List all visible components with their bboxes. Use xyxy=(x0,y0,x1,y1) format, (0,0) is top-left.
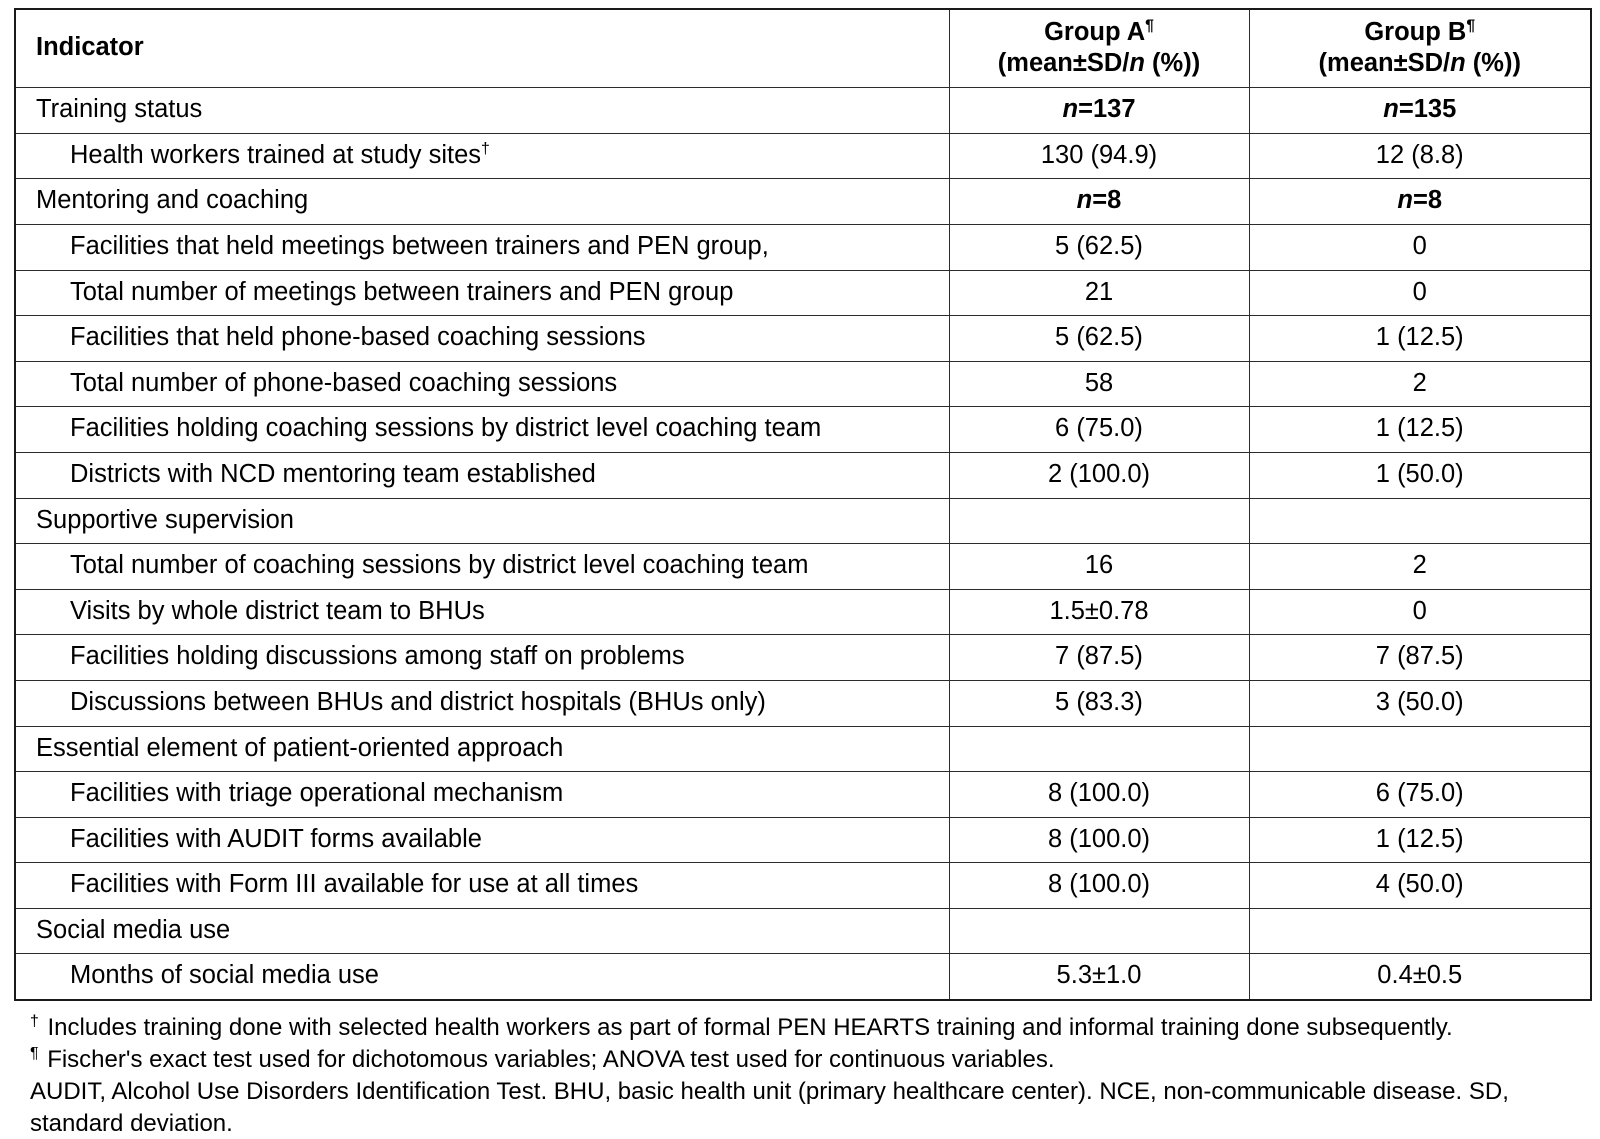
row-indicator-label: Total number of meetings between trainers and PEN group xyxy=(15,270,949,316)
cell-group-a: 5 (62.5) xyxy=(949,316,1249,362)
italic-n: n xyxy=(1397,186,1413,215)
cell-group-b: n=135 xyxy=(1249,88,1591,134)
cell-group-a: 16 xyxy=(949,544,1249,590)
cell-group-a: 7 (87.5) xyxy=(949,635,1249,681)
cell-group-a: 5 (62.5) xyxy=(949,224,1249,270)
table-row xyxy=(15,224,1591,270)
row-indicator-label: Facilities with AUDIT forms available xyxy=(15,817,949,863)
footnote-text: Fischer's exact test used for dichotomous variables; ANOVA test used for continuous variables. xyxy=(47,1046,1055,1074)
footnote xyxy=(30,1076,1578,1138)
group-b-footnote-marker: ¶ xyxy=(1466,17,1476,35)
table-row xyxy=(15,179,1591,225)
cell-group-b: n=8 xyxy=(1249,179,1591,225)
cell-group-b: 3 (50.0) xyxy=(1249,680,1591,726)
cell-group-a xyxy=(949,498,1249,544)
row-indicator-label: Facilities with Form III available for use at all times xyxy=(15,863,949,909)
cell-group-a: n=137 xyxy=(949,88,1249,134)
table-row xyxy=(15,772,1591,818)
cell-group-b: 6 (75.0) xyxy=(1249,772,1591,818)
row-indicator-label: Total number of coaching sessions by district level coaching team xyxy=(15,544,949,590)
cell-group-b: 2 xyxy=(1249,361,1591,407)
footnote xyxy=(30,1044,1578,1075)
table-row xyxy=(15,88,1591,134)
column-header-group-b xyxy=(1249,9,1591,88)
table-row xyxy=(15,908,1591,954)
footnote-text: AUDIT, Alcohol Use Disorders Identification Test. BHU, basic health unit (primary healthcare center). NCE, non-communicable disease. SD, standard deviation. xyxy=(30,1078,1509,1137)
cell-group-a: 5.3±1.0 xyxy=(949,954,1249,1000)
cell-group-b: 0 xyxy=(1249,270,1591,316)
cell-group-b: 1 (50.0) xyxy=(1249,452,1591,498)
cell-group-a xyxy=(949,726,1249,772)
cell-group-a: 5 (83.3) xyxy=(949,680,1249,726)
cell-group-a: 6 (75.0) xyxy=(949,407,1249,453)
row-section-label: Training status xyxy=(15,88,949,134)
cell-group-b: 2 xyxy=(1249,544,1591,590)
group-a-subtitle-line: (mean±SD/n (%)) xyxy=(997,48,1201,77)
cell-group-b: 1 (12.5) xyxy=(1249,407,1591,453)
group-b-label: Group B xyxy=(1364,18,1467,46)
group-b-title-line xyxy=(1260,17,1581,48)
cell-group-b: 1 (12.5) xyxy=(1249,316,1591,362)
row-indicator-label: Health workers trained at study sites† xyxy=(15,133,949,179)
cell-group-b: 4 (50.0) xyxy=(1249,863,1591,909)
footnote-text: Includes training done with selected health workers as part of formal PEN HEARTS training and informal training done subsequently. xyxy=(47,1014,1453,1042)
row-indicator-label: Total number of phone-based coaching sessions xyxy=(15,361,949,407)
cell-group-b: 0 xyxy=(1249,224,1591,270)
italic-n: n xyxy=(1062,95,1079,124)
table-row xyxy=(15,498,1591,544)
column-header-indicator: Indicator xyxy=(15,9,949,88)
table-header xyxy=(15,9,1591,88)
row-section-label: Supportive supervision xyxy=(15,498,949,544)
footnote-marker: † xyxy=(30,1013,39,1031)
cell-group-b xyxy=(1249,498,1591,544)
row-indicator-label: Facilities with triage operational mechanism xyxy=(15,772,949,818)
indicator-results-table xyxy=(14,8,1592,1001)
cell-group-b xyxy=(1249,726,1591,772)
italic-n: n xyxy=(1076,186,1093,215)
italic-n-b: n xyxy=(1450,48,1466,77)
group-a-label: Group A xyxy=(1044,18,1146,46)
cell-group-a: 130 (94.9) xyxy=(949,133,1249,179)
table-row xyxy=(15,452,1591,498)
footnote xyxy=(30,1012,1578,1043)
row-indicator-label: Facilities that held phone-based coaching sessions xyxy=(15,316,949,362)
row-indicator-label: Discussions between BHUs and district hospitals (BHUs only) xyxy=(15,680,949,726)
column-header-group-a xyxy=(949,9,1249,88)
table-row xyxy=(15,726,1591,772)
cell-group-b: 12 (8.8) xyxy=(1249,133,1591,179)
table-row xyxy=(15,270,1591,316)
cell-group-a: 2 (100.0) xyxy=(949,452,1249,498)
table-row xyxy=(15,133,1591,179)
row-indicator-label: Facilities holding discussions among staff on problems xyxy=(15,635,949,681)
row-footnote-marker: † xyxy=(481,140,490,158)
table-row xyxy=(15,863,1591,909)
table-row xyxy=(15,544,1591,590)
cell-group-a: 58 xyxy=(949,361,1249,407)
cell-group-b: 7 (87.5) xyxy=(1249,635,1591,681)
cell-group-b: 0.4±0.5 xyxy=(1249,954,1591,1000)
group-a-title-line xyxy=(960,17,1239,48)
table-body xyxy=(15,88,1591,1000)
table-row xyxy=(15,680,1591,726)
table-row xyxy=(15,361,1591,407)
group-a-footnote-marker: ¶ xyxy=(1145,17,1154,35)
row-indicator-label: Facilities holding coaching sessions by district level coaching team xyxy=(15,407,949,453)
table-row xyxy=(15,316,1591,362)
row-indicator-label: Facilities that held meetings between trainers and PEN group, xyxy=(15,224,949,270)
table-row xyxy=(15,954,1591,1000)
footnote-marker: ¶ xyxy=(30,1045,39,1063)
row-indicator-label: Visits by whole district team to BHUs xyxy=(15,589,949,635)
table-row xyxy=(15,635,1591,681)
row-section-label: Social media use xyxy=(15,908,949,954)
group-b-subtitle-line: (mean±SD/n (%)) xyxy=(1318,48,1521,77)
row-indicator-label: Months of social media use xyxy=(15,954,949,1000)
italic-n: n xyxy=(1383,95,1399,124)
cell-group-b xyxy=(1249,908,1591,954)
italic-n-a: n xyxy=(1129,48,1145,77)
cell-group-a: n=8 xyxy=(949,179,1249,225)
cell-group-a xyxy=(949,908,1249,954)
cell-group-a: 8 (100.0) xyxy=(949,772,1249,818)
header-row xyxy=(15,9,1591,88)
cell-group-a: 8 (100.0) xyxy=(949,817,1249,863)
table-row xyxy=(15,589,1591,635)
cell-group-a: 8 (100.0) xyxy=(949,863,1249,909)
footnotes-block xyxy=(14,1012,1590,1139)
cell-group-b: 0 xyxy=(1249,589,1591,635)
row-section-label: Essential element of patient-oriented approach xyxy=(15,726,949,772)
table-row xyxy=(15,817,1591,863)
table-row xyxy=(15,407,1591,453)
row-section-label: Mentoring and coaching xyxy=(15,179,949,225)
cell-group-a: 21 xyxy=(949,270,1249,316)
cell-group-b: 1 (12.5) xyxy=(1249,817,1591,863)
cell-group-a: 1.5±0.78 xyxy=(949,589,1249,635)
row-indicator-label: Districts with NCD mentoring team established xyxy=(15,452,949,498)
